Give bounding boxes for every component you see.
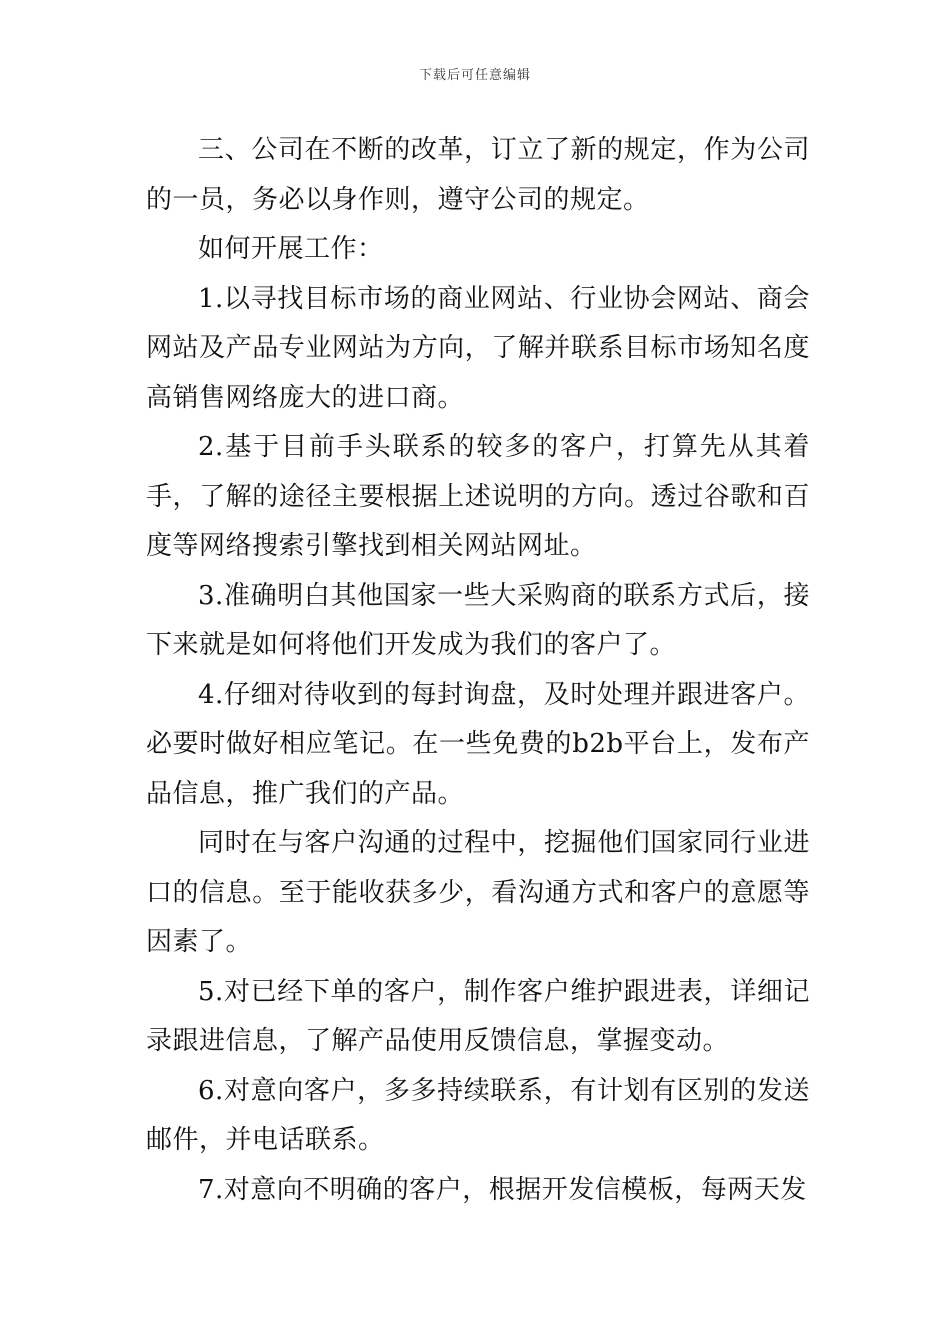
paragraph-item-2: 2.基于目前手头联系的较多的客户，打算先从其着手，了解的途径主要根据上述说明的方向。透过谷歌和百度等网络搜索引擎找到相关网站网址。 <box>146 432 810 561</box>
paragraph-item-3: 3.准确明白其他国家一些大采购商的联系方式后，接下来就是如何将他们开发成为我们的客户了。 <box>146 580 810 660</box>
paragraph-item-1: 1.以寻找目标市场的商业网站、行业协会网站、商会网站及产品专业网站为方向，了解并联系目标市场知名度高销售网络庞大的进口商。 <box>146 283 810 413</box>
header-note: 下载后可任意编辑 <box>418 68 531 83</box>
paragraph-company-rules: 三、公司在不断的改革，订立了新的规定，作为公司的一员，务必以身作则，遵守公司的规定。 <box>146 135 810 215</box>
document-body <box>146 126 810 1215</box>
paragraph-item-4-continued: 同时在与客户沟通的过程中，挖掘他们国家同行业进口的信息。至于能收获多少，看沟通方式和客户的意愿等因素了。 <box>146 828 810 957</box>
paragraph-item-4: 4.仔细对待收到的每封询盘，及时处理并跟进客户。必要时做好相应笔记。在一些免费的b2b平台上，发布产品信息，推广我们的产品。 <box>146 679 810 809</box>
paragraph-how-to-work: 如何开展工作： <box>198 234 384 264</box>
paragraph-item-5: 5.对已经下单的客户，制作客户维护跟进表，详细记录跟进信息，了解产品使用反馈信息，掌握变动。 <box>146 976 810 1056</box>
paragraph-item-6: 6.对意向客户，多多持续联系，有计划有区别的发送邮件，并电话联系。 <box>146 1075 810 1155</box>
paragraph-item-7: 7.对意向不明确的客户，根据开发信模板，每两天发 <box>198 1174 807 1205</box>
